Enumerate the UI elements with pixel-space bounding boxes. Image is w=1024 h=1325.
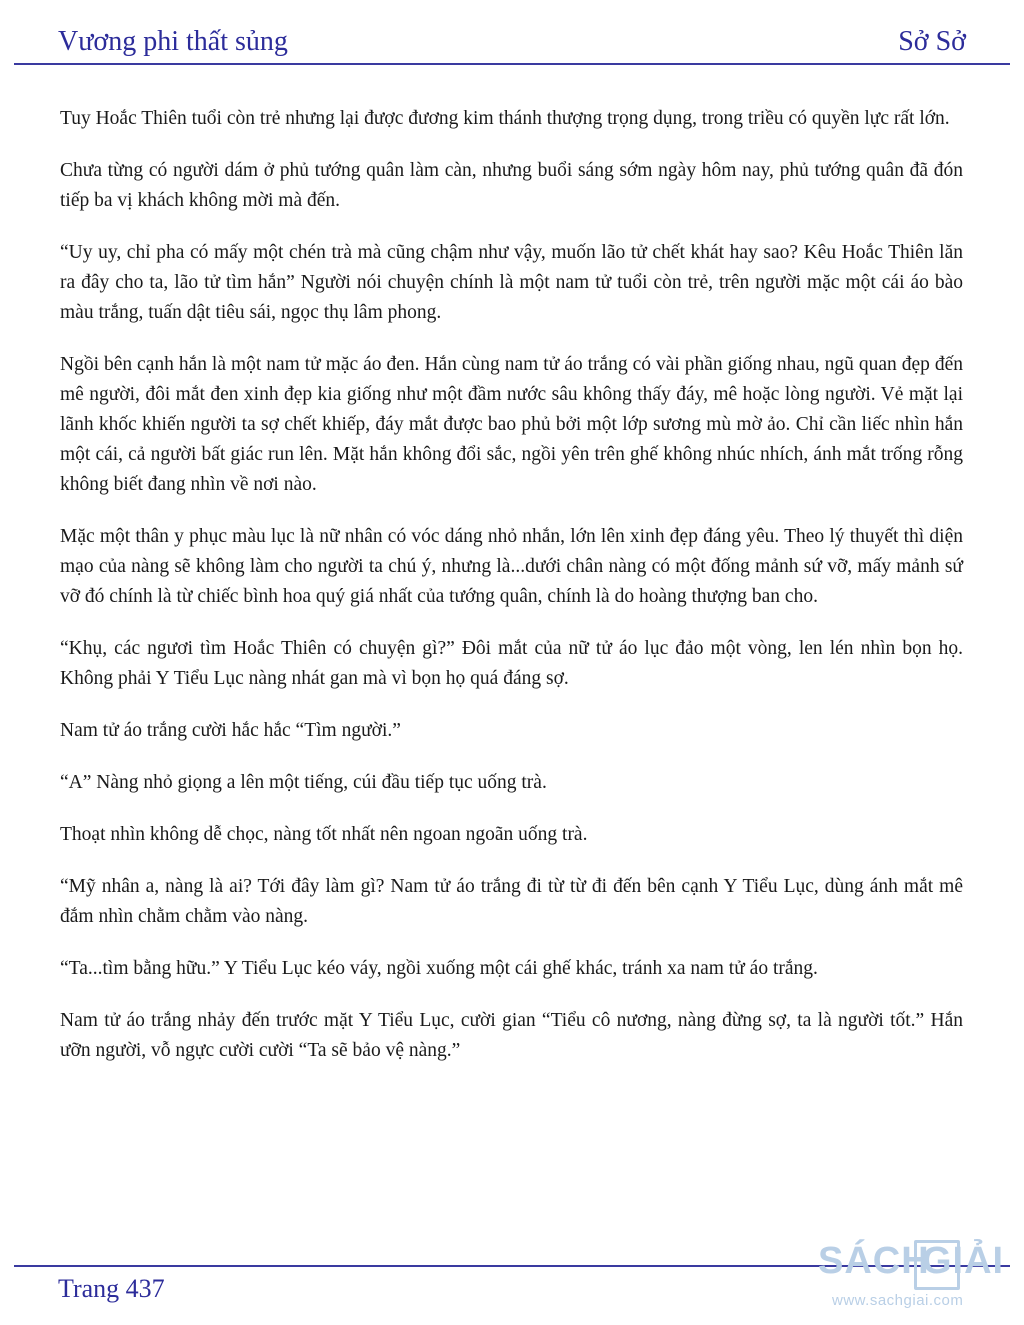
- paragraph: Ngồi bên cạnh hắn là một nam tử mặc áo đen. Hắn cùng nam tử áo trắng có vài phần giống nhau, ngũ quan đẹp đến mê người, đôi mắt đen xinh đẹp kia giống như một đầm nước sâu không thấy đáy, mê hoặc lòng người. Vẻ mặt lại lãnh khốc khiến người ta sợ chết khiếp, đáy mắt được bao phủ bởi một lớp sương mù mờ ảo. Chỉ cần liếc nhìn hắn một cái, cả người bất giác run lên. Mặt hắn không đổi sắc, ngồi yên trên ghế không nhúc nhích, ánh mắt trống rỗng không biết đang nhìn về nơi nào.: [60, 354, 963, 495]
- paragraph: Thoạt nhìn không dễ chọc, nàng tốt nhất nên ngoan ngoãn uống trà.: [60, 824, 588, 845]
- watermark-brand-left: SÁCH: [818, 1240, 930, 1282]
- page-header: [58, 24, 966, 64]
- paragraph: “A” Nàng nhỏ giọng a lên một tiếng, cúi đầu tiếp tục uống trà.: [60, 772, 547, 793]
- paragraph: Nam tử áo trắng nhảy đến trước mặt Y Tiểu Lục, cười gian “Tiểu cô nương, nàng đừng sợ, ta là người tốt.” Hắn ưỡn người, vỗ ngực cười cười “Ta sẽ bảo vệ nàng.”: [60, 1010, 963, 1061]
- page-number: Trang 437: [58, 1274, 165, 1303]
- paragraph: “Uy uy, chỉ pha có mấy một chén trà mà cũng chậm như vậy, muốn lão tử chết khát hay sao? Kêu Hoắc Thiên lăn ra đây cho ta, lão tử tìm hắn” Người nói chuyện chính là một nam tử tuổi còn trẻ, trên người mặc một cái áo bào màu trắng, tuấn dật tiêu sái, ngọc thụ lâm phong.: [60, 242, 963, 323]
- paragraph: Tuy Hoắc Thiên tuổi còn trẻ nhưng lại được đương kim thánh thượng trọng dụng, trong triều có quyền lực rất lớn.: [60, 108, 950, 129]
- paragraph: “Ta...tìm bằng hữu.” Y Tiểu Lục kéo váy, ngồi xuống một cái ghế khác, tránh xa nam tử áo trắng.: [60, 958, 818, 979]
- paragraph: Chưa từng có người dám ở phủ tướng quân làm càn, nhưng buổi sáng sớm ngày hôm nay, phủ tướng quân đã đón tiếp ba vị khách không mời mà đến.: [60, 160, 963, 211]
- paragraph: “Mỹ nhân a, nàng là ai? Tới đây làm gì? Nam tử áo trắng đi từ từ đi đến bên cạnh Y Tiểu Lục, dùng ánh mắt mê đắm nhìn chằm chằm vào nàng.: [60, 876, 963, 927]
- paragraph: Mặc một thân y phục màu lục là nữ nhân có vóc dáng nhỏ nhắn, lớn lên xinh đẹp đáng yêu. Theo lý thuyết thì diện mạo của nàng sẽ không làm cho người ta chú ý, nhưng là...dưới chân nàng có một đống mảnh sứ vỡ, mấy mảnh sứ vỡ đó chính là từ chiếc bình hoa quý giá nhất của tướng quân, chính là do hoàng thượng ban cho.: [60, 526, 963, 607]
- book-title: Vương phi thất sủng: [58, 26, 288, 57]
- sachgiai-watermark-logo: [818, 1240, 1024, 1320]
- paragraph: “Khụ, các ngươi tìm Hoắc Thiên có chuyện gì?” Đôi mắt của nữ tử áo lục đảo một vòng, len lén nhìn bọn họ. Không phải Y Tiểu Lục nàng nhát gan mà vì bọn họ quá đáng sợ.: [60, 638, 963, 689]
- header-divider: [14, 63, 1010, 65]
- page-body: [60, 104, 963, 1088]
- paragraph: Nam tử áo trắng cười hắc hắc “Tìm người.”: [60, 720, 401, 741]
- watermark-url: www.sachgiai.com: [832, 1292, 964, 1309]
- watermark-brand-right: GIẢI: [922, 1240, 1005, 1282]
- author-name: Sở Sở: [898, 26, 966, 57]
